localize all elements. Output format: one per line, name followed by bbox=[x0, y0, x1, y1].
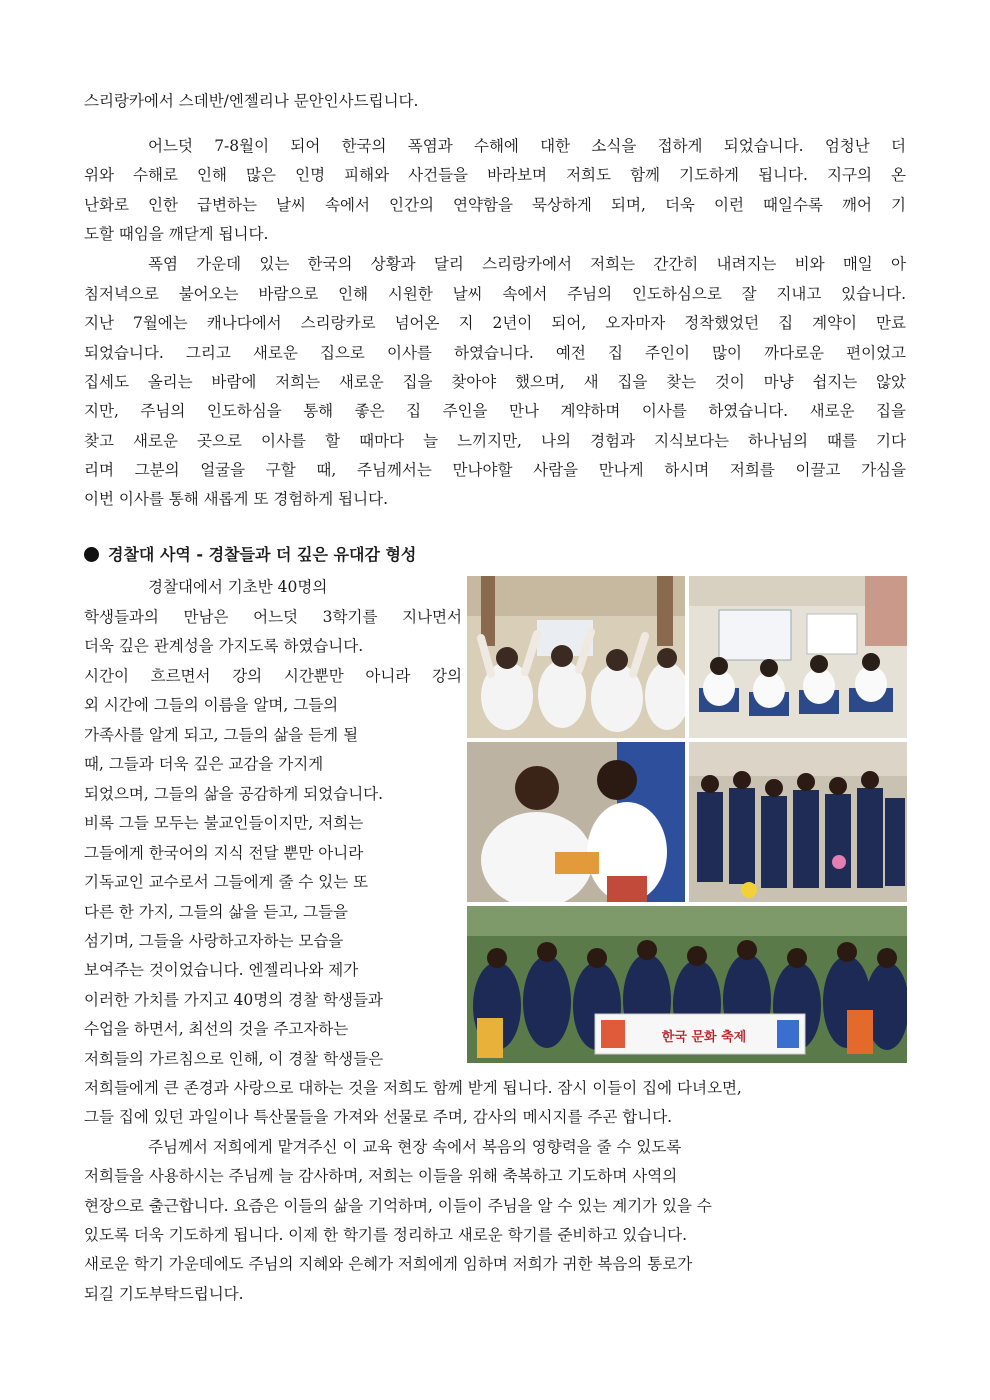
section-line: 되었으며, 그들의 삶을 공감하게 되었습니다. bbox=[84, 785, 384, 803]
section-line: 경찰대에서 기초반 40명의 bbox=[148, 578, 328, 596]
section-line: 저희들에게 큰 존경과 사랑으로 대하는 것을 저희도 함께 받게 됩니다. 잠시 이들이 집에 다녀오면, bbox=[84, 1079, 742, 1097]
section-line: 보여주는 것이었습니다. 엔젤리나와 제가 bbox=[84, 961, 359, 979]
closing-line: 현장으로 출근합니다. 요즘은 이들의 삶을 기억하며, 이들이 주님을 알 수 있는 계기가 있을 수 bbox=[84, 1197, 712, 1215]
para2-line: 찾고 새로운 곳으로 이사를 할 때마다 늘 느끼지만, 나의 경험과 지식보다는 하나님의 때를 기다 bbox=[84, 432, 906, 450]
section-line: 시간이 흐르면서 강의 시간뿐만 아니라 강의 bbox=[84, 667, 462, 685]
group-photo-with-banner bbox=[467, 906, 907, 1063]
section-line: 비록 그들 모두는 불교인들이지만, 저희는 bbox=[84, 814, 364, 832]
section-line: 수업을 하면서, 최선의 것을 주고자하는 bbox=[84, 1020, 349, 1038]
para1-line: 위와 수해로 인해 많은 인명 피해와 사건들을 바라보며 저희도 함께 기도하게 됩니다. 지구의 온 bbox=[84, 166, 906, 184]
closing-line: 저희들을 사용하시는 주님께 늘 감사하며, 저희는 이들을 위해 축복하고 기도하며 사역의 bbox=[84, 1167, 678, 1185]
bullet-icon bbox=[84, 547, 99, 562]
para2-line: 폭염 가운데 있는 한국의 상황과 달리 스리랑카에서 저희는 간간히 내려지는 비와 매일 아 bbox=[148, 255, 906, 273]
section-line: 가족사를 알게 되고, 그들의 삶을 듣게 될 bbox=[84, 726, 359, 744]
section-heading bbox=[84, 541, 416, 569]
section-line: 외 시간에 그들의 이름을 알며, 그들의 bbox=[84, 696, 339, 714]
section-line: 학생들과의 만남은 어느덧 3학기를 지나면서 bbox=[84, 608, 462, 626]
banner-text: 한국 문화 축제 bbox=[661, 1030, 747, 1045]
photo-collage bbox=[467, 576, 907, 1063]
section-line: 그들에게 한국어의 지식 전달 뿐만 아니라 bbox=[84, 844, 364, 862]
closing-line: 있도록 더욱 기도하게 됩니다. 이제 한 학기를 정리하고 새로운 학기를 준비하고 있습니다. bbox=[84, 1226, 688, 1244]
section-line: 그들 집에 있던 과일이나 특산물들을 가져와 선물로 주며, 감사의 메시지를 주곤 합니다. bbox=[84, 1108, 673, 1126]
closing-line: 되길 기도부탁드립니다. bbox=[84, 1285, 244, 1303]
closing-line: 새로운 학기 가운데에도 주님의 지혜와 은혜가 저희에게 임하며 저희가 귀한 복음의 통로가 bbox=[84, 1255, 693, 1273]
section-heading-text: 경찰대 사역 - 경찰들과 더 깊은 유대감 형성 bbox=[108, 545, 417, 564]
section-line: 때, 그들과 더욱 깊은 교감을 가지게 bbox=[84, 755, 324, 773]
para1-line: 도할 때임을 깨닫게 됩니다. bbox=[84, 225, 269, 243]
para1-line: 난화로 인한 급변하는 날씨 속에서 인간의 연약함을 묵상하게 되며, 더욱 이런 때일수록 깨어 기 bbox=[84, 196, 906, 214]
para2-line: 되었습니다. 그리고 새로운 집으로 이사를 하였습니다. 예전 집 주인이 많이 까다로운 편이었고 bbox=[84, 344, 906, 362]
para2-line: 리며 그분의 얼굴을 구할 때, 주님께서는 만나야할 사람을 만나게 하시며 저희를 이끌고 가심을 bbox=[84, 461, 906, 479]
greeting-line: 스리랑카에서 스데반/엔젤리나 문안인사드립니다. bbox=[84, 92, 419, 110]
students-gathering-photo bbox=[689, 742, 907, 902]
section-line: 이러한 가치를 가지고 40명의 경찰 학생들과 bbox=[84, 991, 383, 1009]
classroom-cheering-photo bbox=[467, 576, 685, 738]
para2-line: 지난 7월에는 캐나다에서 스리랑카로 넘어온 지 2년이 되어, 오자마자 정착했었던 집 계약이 만료 bbox=[84, 314, 906, 332]
classroom-lecture-photo bbox=[689, 576, 907, 738]
section-line: 저희들의 가르침으로 인해, 이 경찰 학생들은 bbox=[84, 1050, 384, 1068]
para2-line: 지만, 주님의 인도하심을 통해 좋은 집 주인을 만나 계약하며 이사를 하였습니다. 새로운 집을 bbox=[84, 402, 906, 420]
section-line: 다른 한 가지, 그들의 삶을 듣고, 그들을 bbox=[84, 903, 349, 921]
para2-line: 침저녁으로 불어오는 바람으로 인해 시원한 날씨 속에서 주님의 인도하심으로 잘 지내고 있습니다. bbox=[84, 285, 906, 303]
para2-line: 이번 이사를 통해 새롭게 또 경험하게 됩니다. bbox=[84, 490, 389, 508]
para1-line: 어느덧 7-8월이 되어 한국의 폭염과 수해에 대한 소식을 접하게 되었습니다. 엄청난 더 bbox=[148, 137, 906, 155]
section-line: 기독교인 교수로서 그들에게 줄 수 있는 또 bbox=[84, 873, 369, 891]
section-line: 섬기며, 그들을 사랑하고자하는 모습을 bbox=[84, 932, 344, 950]
para2-line: 집세도 올리는 바람에 저희는 새로운 집을 찾아야 했으며, 새 집을 찾는 것이 마냥 쉽지는 않았 bbox=[84, 373, 906, 391]
section-line: 더욱 깊은 관계성을 가지도록 하였습니다. bbox=[84, 637, 364, 655]
closing-line: 주님께서 저희에게 맡겨주신 이 교육 현장 속에서 복음의 영향력을 줄 수 있도록 bbox=[148, 1138, 682, 1156]
students-writing-photo bbox=[467, 742, 685, 902]
